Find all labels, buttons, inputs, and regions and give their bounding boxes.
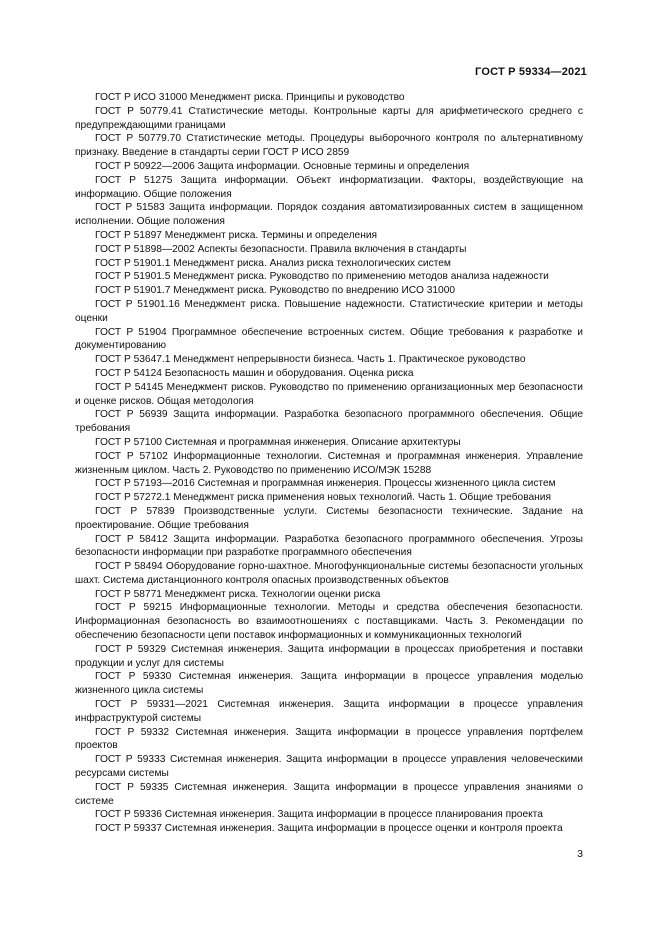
- reference-item: ГОСТ Р 59335 Системная инженерия. Защита информации в процессе управления знаниями о системе: [75, 781, 583, 807]
- reference-item: ГОСТ Р 51897 Менеджмент риска. Термины и определения: [95, 229, 378, 241]
- reference-item: ГОСТ Р 51275 Защита информации. Объект информатизации. Факторы, воздействующие на информацию. Общие положения: [75, 174, 583, 200]
- page-number: 3: [577, 848, 583, 860]
- reference-item: ГОСТ Р 51904 Программное обеспечение встроенных систем. Общие требования к разработке и документированию: [75, 326, 583, 352]
- reference-item: ГОСТ Р 53647.1 Менеджмент непрерывности бизнеса. Часть 1. Практическое руководство: [95, 354, 526, 366]
- reference-item: ГОСТ Р 50779.70 Статистические методы. Процедуры выборочного контроля по альтернативному признаку. Введение в стандарты серии ГОСТ Р ИСО 2859: [75, 133, 583, 159]
- reference-item: ГОСТ Р 51583 Защита информации. Порядок создания автоматизированных систем в защищенном исполнении. Общие положения: [75, 202, 583, 228]
- reference-item: ГОСТ Р 50779.41 Статистические методы. Контрольные карты для арифметического среднего с предупреждающими границами: [75, 105, 583, 131]
- reference-item: ГОСТ Р 57102 Информационные технологии. Системная и программная инженерия. Управление жизненным циклом. Часть 2. Руководство по применению ИСО/МЭК 15288: [75, 450, 583, 476]
- reference-item: ГОСТ Р 54124 Безопасность машин и оборудования. Оценка риска: [95, 367, 414, 379]
- reference-item: ГОСТ Р 58771 Менеджмент риска. Технологии оценки риска: [95, 588, 381, 600]
- normative-references-list: [75, 91, 583, 836]
- reference-item: ГОСТ Р 59331—2021 Системная инженерия. Защита информации в процессе управления инфраструктурой системы: [75, 699, 583, 724]
- reference-item: ГОСТ Р 54145 Менеджмент рисков. Руководство по применению организационных мер безопасности и оценке рисков. Общая методология: [75, 381, 583, 407]
- reference-item: ГОСТ Р 57100 Системная и программная инженерия. Описание архитектуры: [95, 436, 461, 448]
- reference-item: ГОСТ Р 59332 Системная инженерия. Защита информации в процессе управления портфелем проектов: [75, 726, 583, 752]
- reference-item: ГОСТ Р 57193—2016 Системная и программная инженерия. Процессы жизненного цикла систем: [95, 478, 556, 490]
- reference-item: ГОСТ Р 58494 Оборудование горно-шахтное. Многофункциональные системы безопасности угольных шахт. Система дистанционного контроля опасных производственных объектов: [75, 561, 583, 586]
- reference-item: ГОСТ Р 58412 Защита информации. Разработка безопасного программного обеспечения. Угрозы безопасности информации при разработке программного обеспечения: [75, 533, 583, 559]
- reference-item: ГОСТ Р 59215 Информационные технологии. Методы и средства обеспечения безопасности. Информационная безопасность во взаимоотношениях с поставщиками. Часть 3. Рекомендации по обеспечению безопасности цепи поставок информационных и коммуникационных технологий: [75, 602, 583, 642]
- reference-item: ГОСТ Р 56939 Защита информации. Разработка безопасного программного обеспечения. Общие требования: [75, 409, 583, 435]
- document-code-header: ГОСТ Р 59334—2021: [475, 66, 587, 78]
- reference-item: ГОСТ Р 59330 Системная инженерия. Защита информации в процессе управления моделью жизненного цикла системы: [75, 671, 583, 697]
- reference-item: ГОСТ Р 51898—2002 Аспекты безопасности. Правила включения в стандарты: [95, 243, 467, 255]
- reference-item: ГОСТ Р 51901.16 Менеджмент риска. Повышение надежности. Статистические критерии и методы оценки: [75, 298, 583, 324]
- reference-item: ГОСТ Р 51901.5 Менеджмент риска. Руководство по применению методов анализа надежности: [95, 271, 549, 283]
- reference-item: ГОСТ Р 57272.1 Менеджмент риска применения новых технологий. Часть 1. Общие требования: [95, 492, 552, 504]
- reference-item: ГОСТ Р 51901.1 Менеджмент риска. Анализ риска технологических систем: [95, 257, 451, 269]
- reference-item: ГОСТ Р 57839 Производственные услуги. Системы безопасности технические. Задание на проектирование. Общие требования: [75, 505, 583, 531]
- reference-item: ГОСТ Р 59329 Системная инженерия. Защита информации в процессах приобретения и поставки продукции и услуг для системы: [75, 643, 583, 669]
- reference-item: ГОСТ Р ИСО 31000 Менеджмент риска. Принципы и руководство: [95, 92, 405, 103]
- reference-item: ГОСТ Р 59333 Системная инженерия. Защита информации в процессе управления человеческими ресурсами системы: [75, 754, 583, 780]
- reference-item: ГОСТ Р 50922—2006 Защита информации. Основные термины и определения: [95, 160, 470, 172]
- reference-item: ГОСТ Р 59337 Системная инженерия. Защита информации в процессе оценки и контроля проекта: [95, 823, 563, 835]
- reference-item: ГОСТ Р 59336 Системная инженерия. Защита информации в процессе планирования проекта: [95, 809, 543, 821]
- reference-item: ГОСТ Р 51901.7 Менеджмент риска. Руководство по внедрению ИСО 31000: [95, 285, 456, 297]
